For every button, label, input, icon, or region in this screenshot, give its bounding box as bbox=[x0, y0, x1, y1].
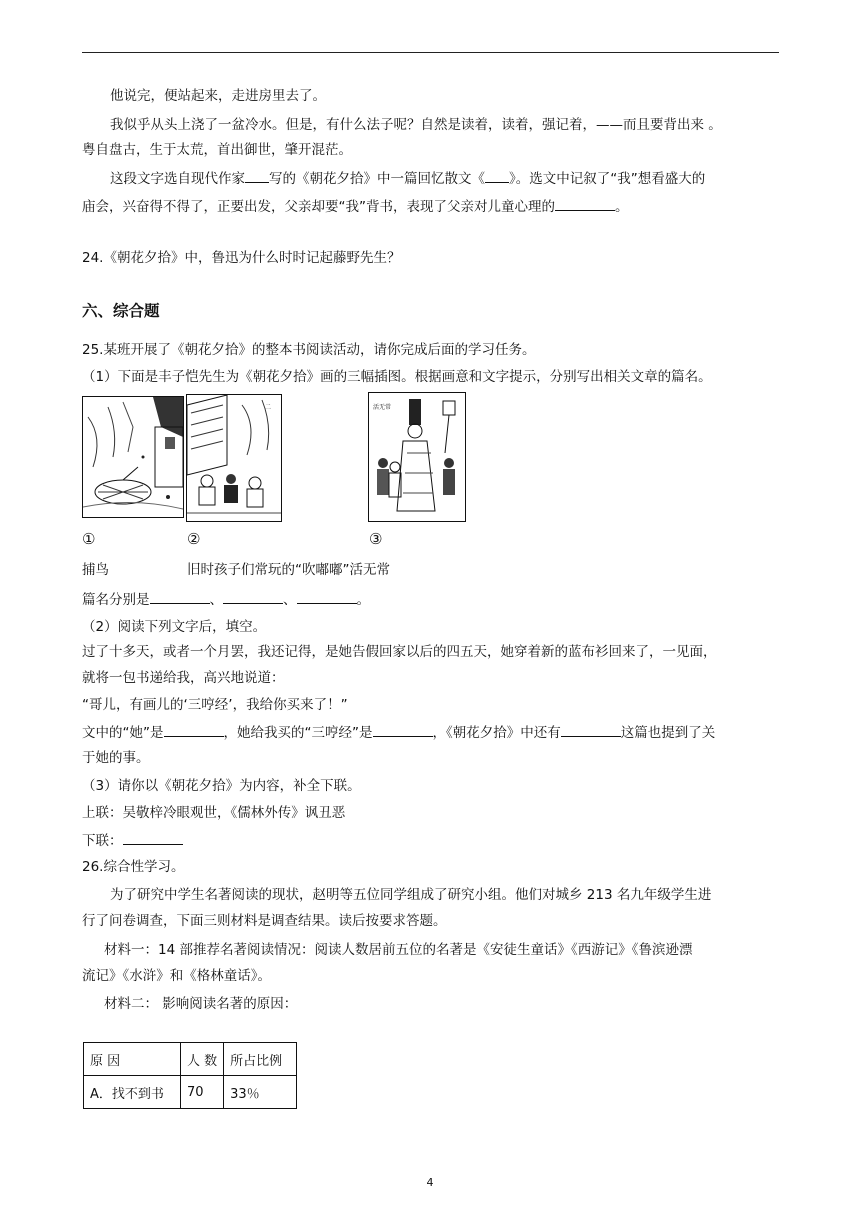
table-cell: 70 bbox=[181, 1076, 224, 1109]
fill-in-text: 于她的事。 bbox=[82, 750, 150, 766]
paragraph-text: 行了问卷调查，下面三则材料是调查结果。读后按要求答题。 bbox=[82, 913, 447, 929]
figure-label-3: ③ bbox=[369, 530, 383, 548]
question-25-part-1: （1）下面是丰子恺先生为《朝花夕拾》画的三幅插图。根据画意和文字提示，分别写出相关文章的篇名。 bbox=[82, 369, 712, 385]
material-2: 材料二： 影响阅读名著的原因： bbox=[104, 996, 298, 1012]
couplet-lower: 下联： bbox=[82, 830, 183, 851]
passage-text: 过了十多天，或者一个月罢，我还记得，是她告假回家以后的四五天，她穿着新的蓝布衫回来了，一见面， bbox=[82, 644, 717, 660]
table-header-row bbox=[84, 1043, 297, 1076]
table-cell: 33％ bbox=[224, 1076, 297, 1109]
illustration-catching-birds bbox=[82, 396, 184, 518]
table-header: 所占比例 bbox=[224, 1043, 297, 1076]
article-names-blanks: 篇名分别是 、 、 。 bbox=[82, 589, 370, 610]
figure-caption-1: 捕鸟 bbox=[82, 562, 109, 578]
question-26: 26.综合性学习。 bbox=[82, 859, 185, 875]
answer-blank bbox=[373, 722, 433, 737]
paragraph-text: 为了研究中学生名著阅读的现状，赵明等五位同学组成了研究小组。他们对城乡 213 名九年级学生进 bbox=[110, 887, 712, 903]
material-1: 材料一：14 部推荐名著阅读情况：阅读人数居前五位的名著是《安徒生童话》《西游记》《鲁滨逊漂 bbox=[104, 942, 693, 958]
svg-text:二: 二 bbox=[265, 404, 272, 411]
section-heading: 六、综合题 bbox=[82, 302, 160, 320]
answer-blank bbox=[555, 196, 615, 211]
table-header: 人 数 bbox=[181, 1043, 224, 1076]
svg-text:活无常: 活无常 bbox=[373, 404, 392, 411]
page-number: 4 bbox=[426, 1176, 434, 1189]
paragraph-text: 庙会，兴奋得不得了，正要出发，父亲却要“我”背书，表现了父亲对儿童心理的 。 bbox=[82, 196, 629, 217]
answer-blank bbox=[561, 722, 621, 737]
illustration-wuchang bbox=[368, 392, 466, 522]
passage-text: 就将一包书递给我，高兴地说道： bbox=[82, 670, 285, 686]
fill-in-text: 文中的“她”是 ，她给我买的“三哼经”是 ，《朝花夕拾》中还有 这篇也提到了关 bbox=[82, 722, 715, 743]
table-cell: A．找不到书 bbox=[84, 1076, 181, 1109]
table-row bbox=[84, 1076, 297, 1109]
answer-blank bbox=[485, 168, 509, 183]
reasons-table bbox=[83, 1042, 297, 1109]
answer-blank bbox=[245, 168, 269, 183]
table-header: 原 因 bbox=[84, 1043, 181, 1076]
figure-caption-2: 旧时孩子们常玩的“吹嘟嘟”活无常 bbox=[187, 562, 390, 578]
question-25-part-3: （3）请你以《朝花夕拾》为内容，补全下联。 bbox=[82, 778, 361, 794]
paragraph-text: 我似乎从头上浇了一盆冷水。但是，有什么法子呢？自然是读着，读着，强记着，——而且要背出来 。 bbox=[110, 117, 722, 133]
figure-label-2: ② bbox=[187, 530, 201, 548]
answer-blank bbox=[123, 830, 183, 845]
material-1: 流记》《水浒》和《格林童话》。 bbox=[82, 968, 271, 984]
passage-quote: “哥儿，有画儿的‘三哼经’，我给你买来了！” bbox=[82, 697, 348, 713]
question-25-part-2: （2）阅读下列文字后，填空。 bbox=[82, 619, 267, 635]
answer-blank bbox=[297, 589, 357, 604]
answer-blank bbox=[164, 722, 224, 737]
paragraph-text: 这段文字选自现代作家 写的《朝花夕拾》中一篇回忆散文《 》。选文中记叙了“我”想看盛大的 bbox=[110, 168, 705, 189]
couplet-upper: 上联：吴敬梓冷眼观世，《儒林外传》讽丑恶 bbox=[82, 805, 346, 821]
header-rule bbox=[82, 52, 779, 53]
paragraph-text: 粤自盘古，生于太荒，首出御世，肇开混茫。 bbox=[82, 142, 352, 158]
figure-caption-3: 活无常 bbox=[349, 562, 390, 578]
paragraph-text: 他说完，便站起来，走进房里去了。 bbox=[110, 88, 326, 104]
illustration-children-playing bbox=[186, 394, 282, 522]
answer-blank bbox=[223, 589, 283, 604]
question-24: 24.《朝花夕拾》中，鲁迅为什么时时记起藤野先生？ bbox=[82, 250, 401, 266]
answer-blank bbox=[150, 589, 210, 604]
question-25: 25.某班开展了《朝花夕拾》的整本书阅读活动，请你完成后面的学习任务。 bbox=[82, 342, 536, 358]
figure-label-1: ① bbox=[82, 530, 96, 548]
